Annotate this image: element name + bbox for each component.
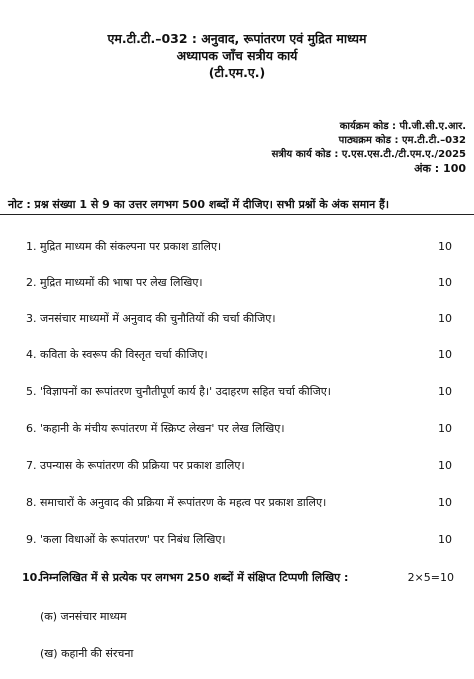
- sub-item: (ख) कहानी की संरचना: [40, 647, 134, 660]
- question-text: कविता के स्वरूप की विस्तृत चर्चा कीजिए।: [40, 348, 208, 361]
- divider: [0, 214, 474, 215]
- question-item: [0, 419, 474, 439]
- question-item: [0, 309, 474, 329]
- question-item: [0, 273, 474, 293]
- programme-code: कार्यक्रम कोड : पी.जी.सी.ए.आर.: [339, 121, 466, 132]
- course-code: पाठ्यक्रम कोड : एम.टी.टी.–032: [338, 135, 466, 146]
- question-number: 5.: [26, 385, 37, 398]
- question-text: जनसंचार माध्यमों में अनुवाद की चुनौतियों की चर्चा कीजिए।: [40, 312, 276, 325]
- question-marks: 10: [438, 459, 452, 472]
- question-text: मुद्रित माध्यमों की भाषा पर लेख लिखिए।: [40, 276, 203, 289]
- question-text: 'कहानी के मंचीय रूपांतरण में स्क्रिप्ट लेखन' पर लेख लिखिए।: [40, 422, 285, 435]
- question-text: 'कला विधाओं के रूपांतरण' पर निबंध लिखिए।: [40, 533, 226, 546]
- question-number: 6.: [26, 422, 37, 435]
- question-number: 4.: [26, 348, 37, 361]
- question-marks: 10: [438, 276, 452, 289]
- question-marks: 10: [438, 533, 452, 546]
- instructions-note: नोट : प्रश्न संख्या 1 से 9 का उत्तर लगभग 500 शब्दों में दीजिए। सभी प्रश्नों के अंक समान हैं।: [8, 198, 390, 211]
- question-item: [0, 237, 474, 257]
- question-item: [0, 530, 474, 550]
- question-number: 10.: [22, 571, 42, 584]
- question-marks: 10: [438, 422, 452, 435]
- assignment-code: सत्रीय कार्य कोड : ए.एस.एस.टी./टी.एम.ए./2025: [271, 149, 466, 160]
- question-number: 3.: [26, 312, 37, 325]
- question-item: [0, 493, 474, 513]
- sub-item: (क) जनसंचार माध्यम: [40, 610, 127, 623]
- question-number: 9.: [26, 533, 37, 546]
- question-text: उपन्यास के रूपांतरण की प्रक्रिया पर प्रकाश डालिए।: [40, 459, 245, 472]
- question-marks: 10: [438, 348, 452, 361]
- question-marks: 10: [438, 240, 452, 253]
- question-marks: 10: [438, 496, 452, 509]
- question-number: 2.: [26, 276, 37, 289]
- question-text: मुद्रित माध्यम की संकल्पना पर प्रकाश डालिए।: [40, 240, 222, 253]
- question-number: 7.: [26, 459, 37, 472]
- question-marks: 10: [438, 385, 452, 398]
- question-marks: 10: [438, 312, 452, 325]
- question-text: 'विज्ञापनों का रूपांतरण चुनौतीपूर्ण कार्य है।' उदाहरण सहित चर्चा कीजिए।: [40, 385, 331, 398]
- question-item: [0, 456, 474, 476]
- question-number: 1.: [26, 240, 37, 253]
- assignment-abbrev: (टी.एम.ए.): [208, 65, 266, 80]
- course-title: एम.टी.टी.–032 : अनुवाद, रूपांतरण एवं मुद्रित माध्यम: [107, 31, 367, 46]
- assignment-meta: [272, 120, 466, 176]
- question-text: समाचारों के अनुवाद की प्रक्रिया में रूपांतरण के महत्व पर प्रकाश डालिए।: [40, 496, 327, 509]
- total-marks: अंक : 100: [414, 162, 466, 175]
- question-marks: 2×5=10: [407, 571, 454, 584]
- assignment-type: अध्यापक जाँच सत्रीय कार्य: [176, 48, 298, 63]
- question-item: [0, 345, 474, 365]
- question-item: [0, 382, 474, 402]
- question-text: निम्नलिखित में से प्रत्येक पर लगभग 250 शब्दों में संक्षिप्त टिप्पणी लिखिए :: [40, 571, 349, 584]
- assignment-header: [0, 30, 474, 81]
- question-item: [0, 568, 474, 588]
- question-number: 8.: [26, 496, 37, 509]
